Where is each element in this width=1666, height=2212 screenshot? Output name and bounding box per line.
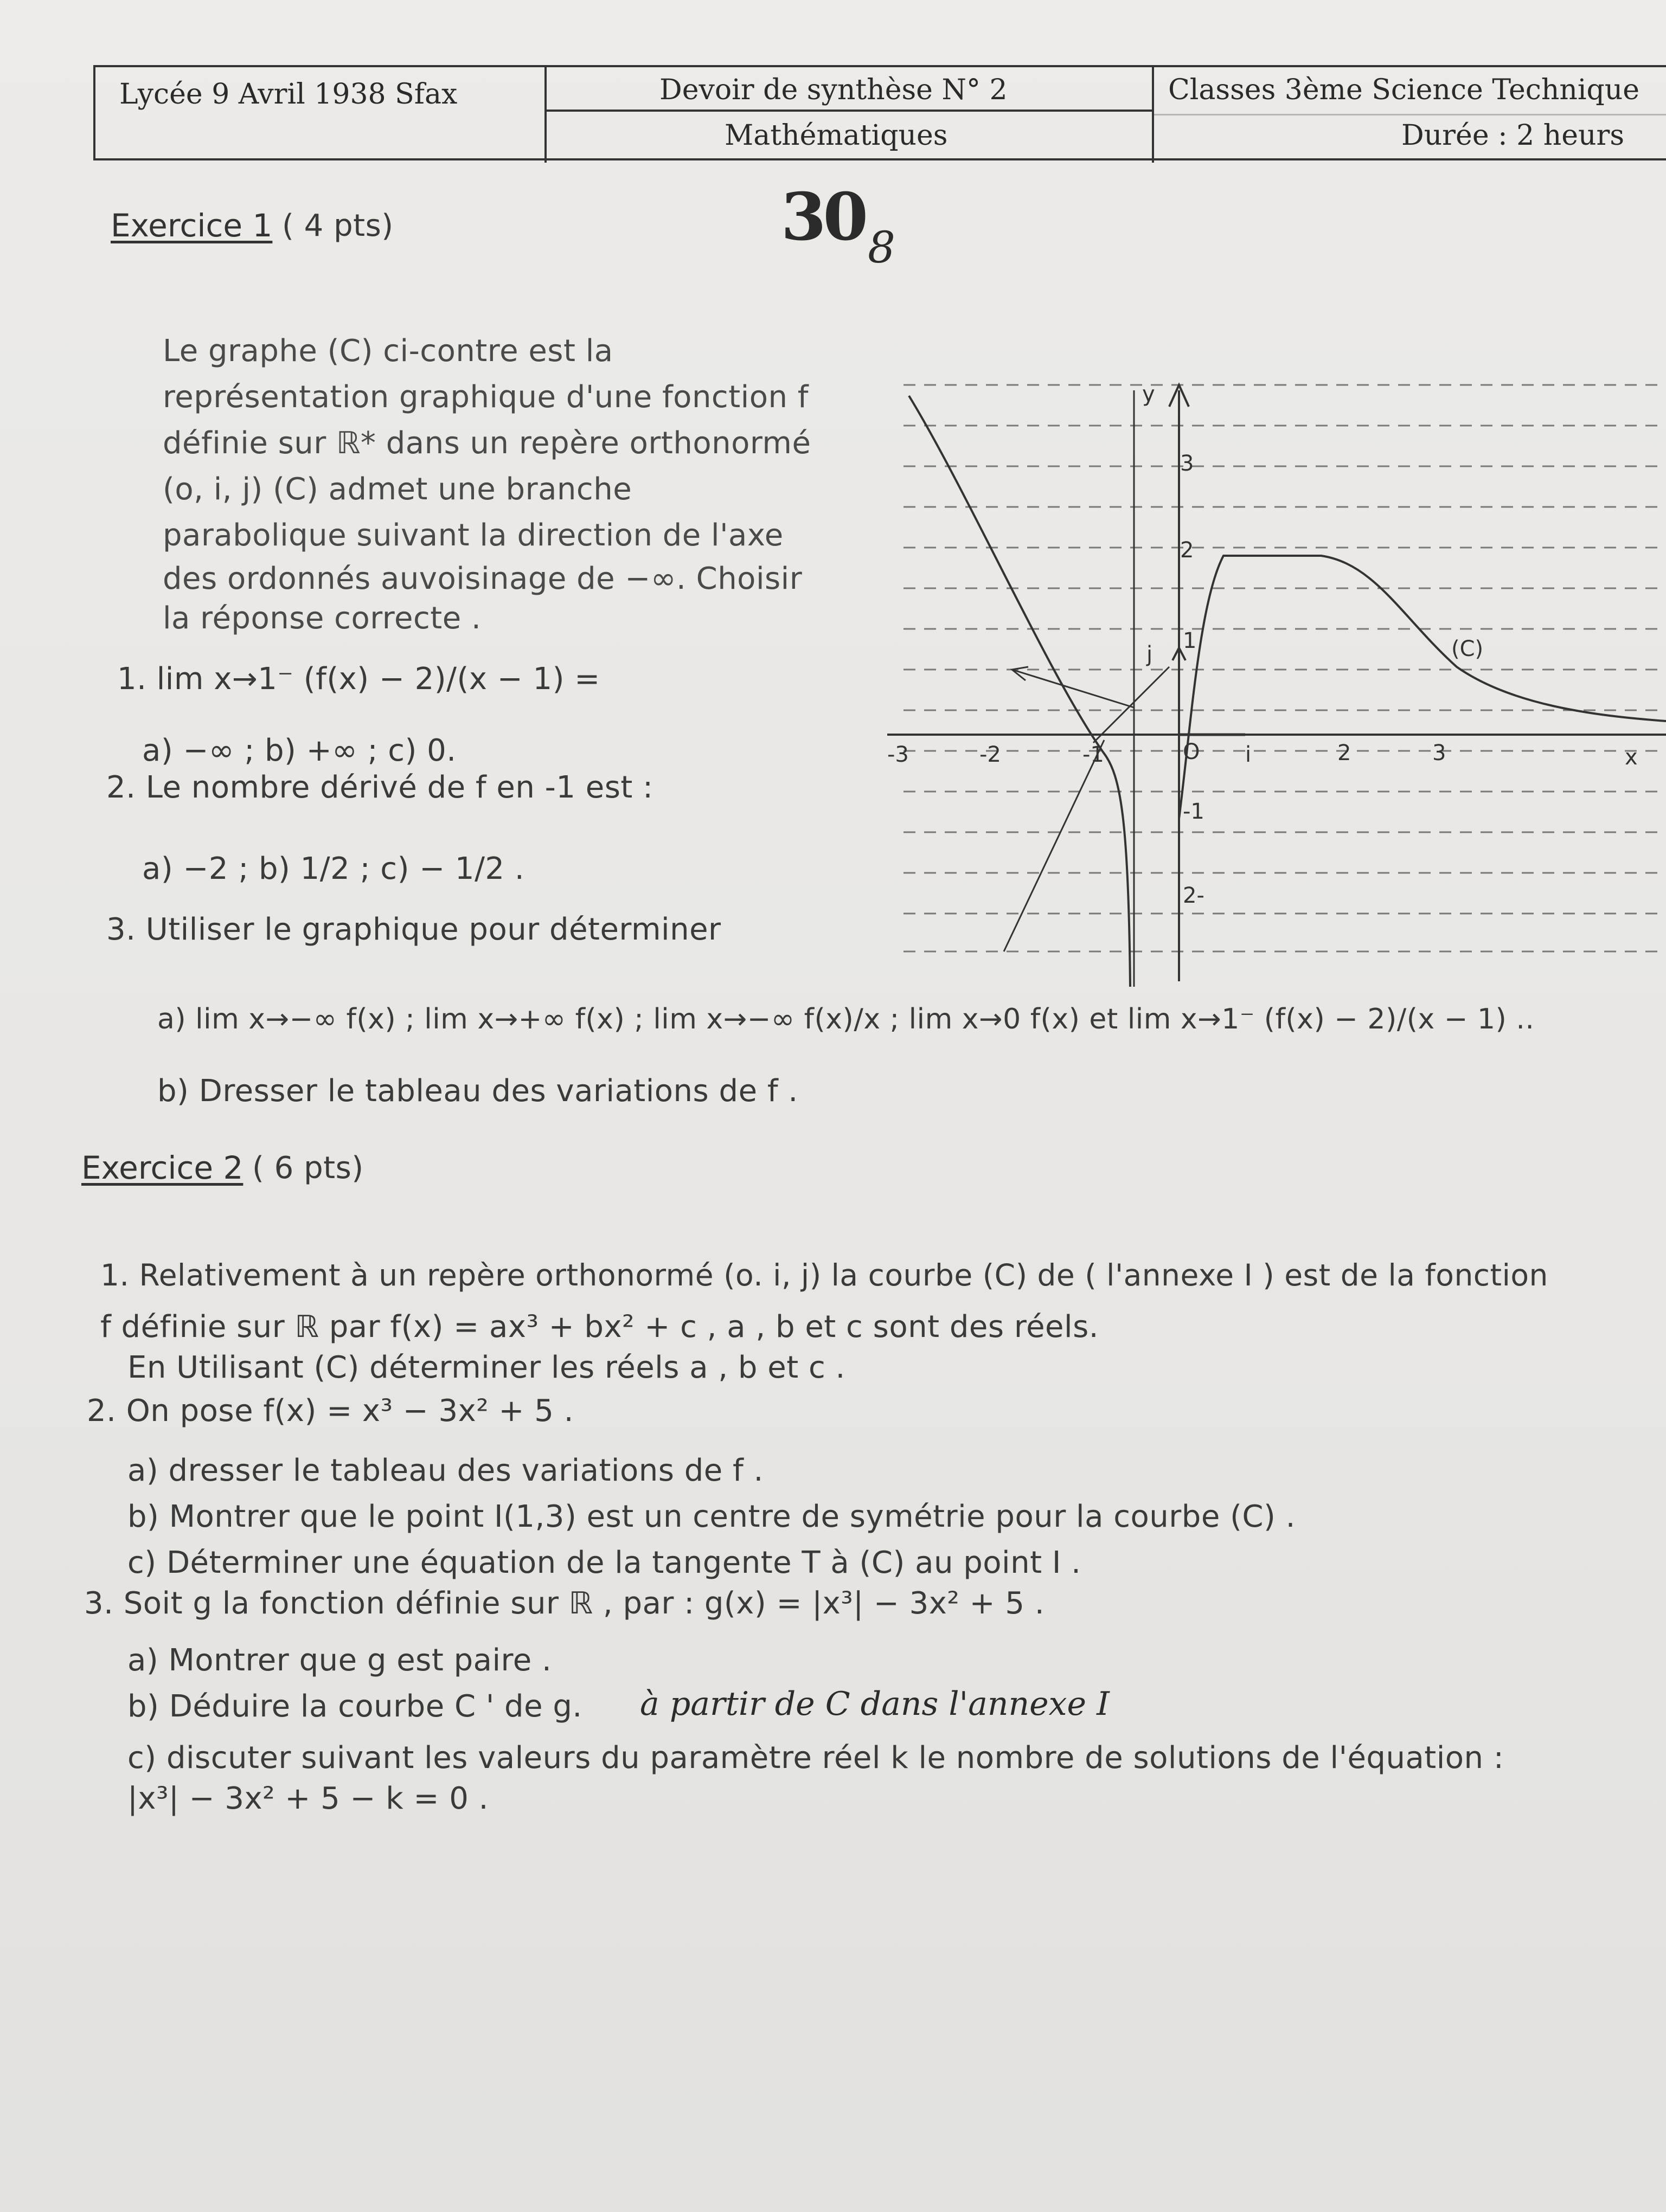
exam-title: Devoir de synthèse N° 2 [659, 74, 1008, 106]
label-i: i [1245, 742, 1252, 767]
label-j: j [1146, 642, 1153, 667]
grade-subscript: 8 [868, 222, 895, 273]
ex2-line: a) Montrer que g est paire . [127, 1643, 552, 1678]
ex1-intro-line: des ordonnés auvoisinage de −∞. Choisir [163, 561, 803, 596]
label-origin: O [1183, 740, 1200, 764]
ex1-q3b: b) Dresser le tableau des variations de f . [157, 1073, 798, 1109]
label-y1: 1 [1183, 628, 1197, 653]
duration: Durée : 2 heurs [1401, 119, 1625, 152]
ex1-intro-line: Le graphe (C) ci-contre est la [163, 333, 613, 369]
label-y3: 3 [1180, 451, 1194, 476]
ex2-line: 2. On pose f(x) = x³ − 3x² + 5 . [87, 1393, 574, 1429]
label-x3: 3 [1432, 741, 1446, 766]
ex2-line: |x³| − 3x² + 5 − k = 0 . [127, 1781, 489, 1816]
curve-right-branch [1179, 556, 1666, 819]
label-ym2: 2- [1183, 883, 1204, 908]
tangent-line [1093, 667, 1169, 743]
ex1-q3: 3. Utiliser le graphique pour déterminer [106, 912, 721, 947]
label-x: x [1625, 745, 1638, 770]
label-y: y [1142, 382, 1155, 407]
ex1-intro-line: la réponse correcte . [163, 601, 482, 636]
header-table [93, 65, 1666, 160]
ex2-line: En Utilisant (C) déterminer les réels a , b et c . [127, 1350, 845, 1385]
label-y2: 2 [1180, 538, 1194, 563]
ex1-q1-choices: a) −∞ ; b) +∞ ; c) 0. [142, 733, 457, 768]
graph-svg [887, 374, 1666, 987]
ex2-line: a) dresser le tableau des variations de f . [127, 1453, 764, 1488]
label-xm1: -1 [1082, 742, 1104, 767]
label-x2: 2 [1337, 741, 1351, 766]
ex2-line: 3. Soit g la fonction définie sur ℝ , par : g(x) = |x³| − 3x² + 5 . [84, 1586, 1045, 1621]
ex1-q3a: a) lim x→−∞ f(x) ; lim x→+∞ f(x) ; lim x→−∞ f(x)/x ; lim x→0 f(x) et lim x→1⁻ (f(x) − 2)/(x − 1) .. [157, 1003, 1535, 1036]
ex1-intro-line: (o, i, j) (C) admet une branche [163, 472, 632, 507]
label-ym1: -1 [1183, 799, 1204, 824]
curve-left-branch [909, 396, 1130, 987]
classes: Classes 3ème Science Technique [1168, 74, 1640, 106]
ex1-q2-choices: a) −2 ; b) 1/2 ; c) − 1/2 . [142, 851, 525, 886]
ex1-q2: 2. Le nombre dérivé de f en -1 est : [106, 770, 653, 805]
ex1-intro-line: représentation graphique d'une fonction f [163, 380, 809, 415]
grade-score: 30 [781, 179, 865, 255]
school-name: Lycée 9 Avril 1938 Sfax [119, 78, 458, 111]
subject: Mathématiques [725, 119, 948, 152]
label-curve: (C) [1451, 636, 1484, 661]
ex2-line: 1. Relativement à un repère orthonormé (o. i, j) la courbe (C) de ( l'annexe I ) est de la fonction [100, 1258, 1548, 1293]
ex2-line: b) Montrer que le point I(1,3) est un centre de symétrie pour la courbe (C) . [127, 1499, 1296, 1534]
ex2-points: ( 6 pts) [252, 1150, 364, 1186]
ex2-line: c) Déterminer une équation de la tangente T à (C) au point I . [127, 1545, 1081, 1580]
handwritten-note: à partir de C dans l'annexe I [640, 1685, 1110, 1723]
ex1-intro-line: parabolique suivant la direction de l'axe [163, 518, 784, 553]
label-xm2: -2 [979, 742, 1001, 767]
function-graph [887, 374, 1666, 987]
ex1-intro-line: définie sur ℝ* dans un repère orthonormé [163, 426, 811, 461]
ex2-title: Exercice 2 [81, 1149, 244, 1186]
ex1-points: ( 4 pts) [282, 208, 394, 243]
ex2-line: b) Déduire la courbe C ' de g. [127, 1689, 582, 1724]
label-xm3: -3 [887, 742, 909, 767]
ex2-line: f définie sur ℝ par f(x) = ax³ + bx² + c , a , b et c sont des réels. [100, 1309, 1099, 1345]
ex1-q1: 1. lim x→1⁻ (f(x) − 2)/(x − 1) = [117, 661, 600, 697]
ex1-title: Exercice 1 [111, 207, 273, 244]
ex2-line: c) discuter suivant les valeurs du paramètre réel k le nombre de solutions de l'équation : [127, 1740, 1504, 1776]
